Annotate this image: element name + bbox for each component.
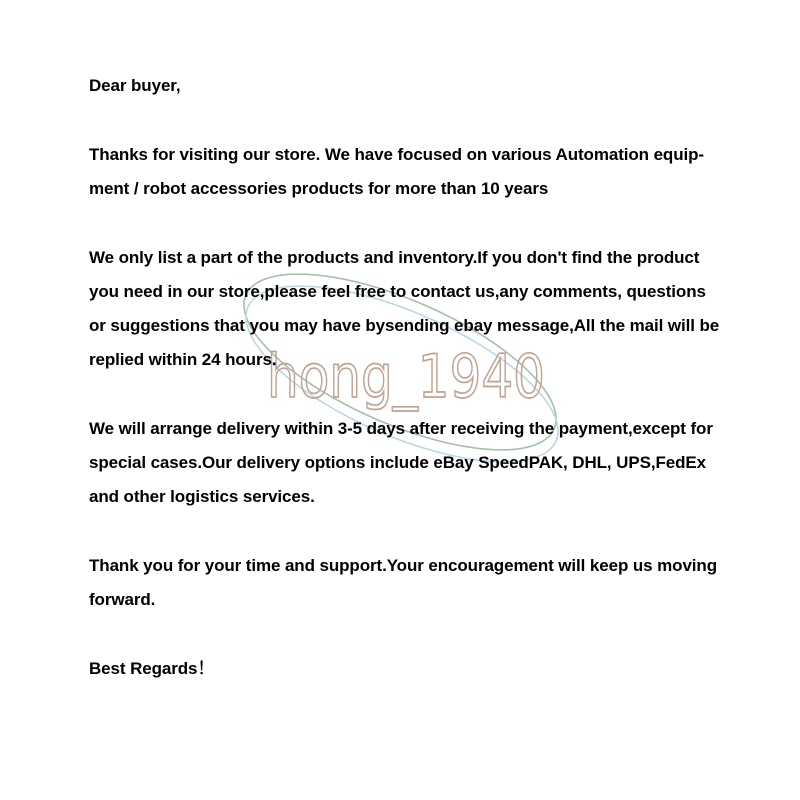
paragraph-signoff xyxy=(89,652,749,686)
text-line: We only list a part of the products and inventory.If you don't find the product xyxy=(89,248,700,267)
text-line: We will arrange delivery within 3-5 days after receiving the payment,except for xyxy=(89,419,713,438)
paragraph-intro xyxy=(89,138,749,206)
letter-content xyxy=(89,69,749,721)
text-line: Dear buyer, xyxy=(89,76,181,95)
text-line: special cases.Our delivery options include eBay SpeedPAK, DHL, UPS,FedEx xyxy=(89,453,706,472)
paragraph-delivery xyxy=(89,412,749,514)
paragraph-greeting xyxy=(89,69,749,103)
text-line: ment / robot accessories products for more than 10 years xyxy=(89,179,549,198)
text-line: and other logistics services. xyxy=(89,487,315,506)
text-line: replied within 24 hours. xyxy=(89,350,277,369)
paragraph-thanks xyxy=(89,549,749,617)
text-line: Thanks for visiting our store. We have focused on various Automation equip- xyxy=(89,145,704,164)
watermark-text: hong_1940 xyxy=(267,342,545,412)
text-line: Thank you for your time and support.Your encouragement will keep us moving xyxy=(89,556,717,575)
text-line: Best Regards！ xyxy=(89,659,215,678)
text-line: forward. xyxy=(89,590,156,609)
text-line: or suggestions that you may have bysending ebay message,All the mail will be xyxy=(89,316,720,335)
text-line: you need in our store,please feel free to contact us,any comments, questions xyxy=(89,282,706,301)
paragraph-inventory-contact xyxy=(89,241,749,377)
